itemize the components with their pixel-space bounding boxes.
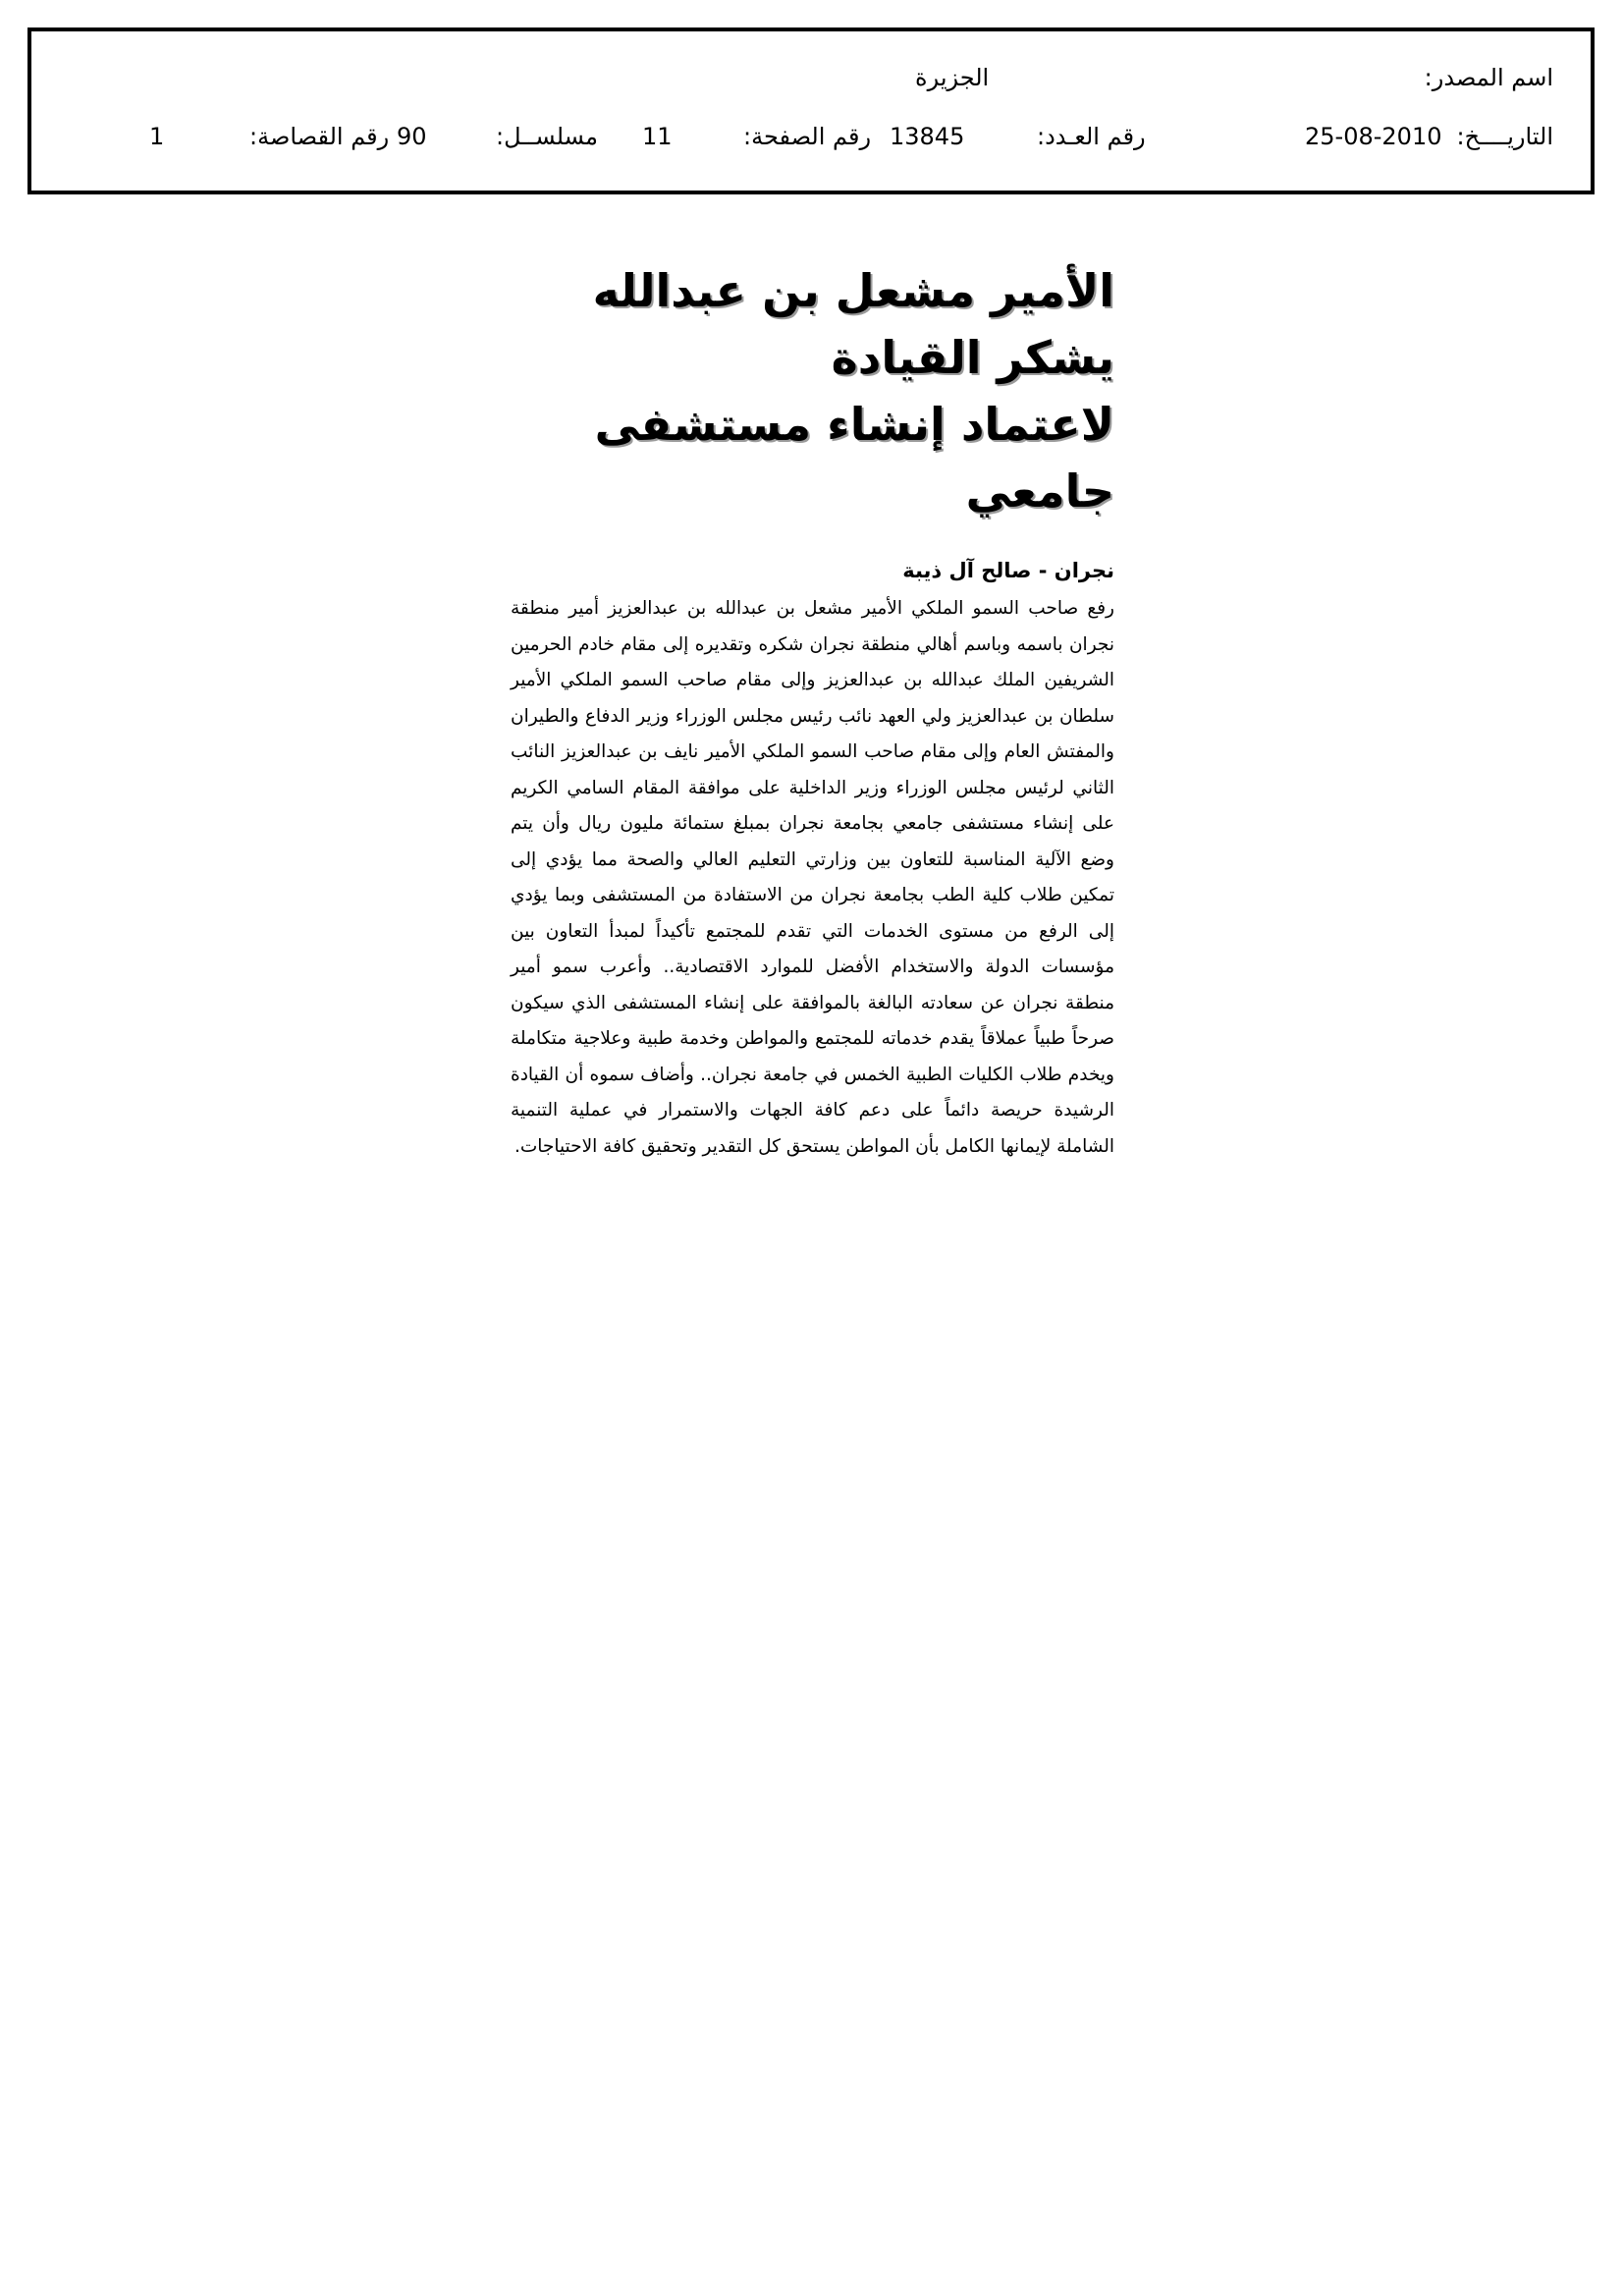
serial-label: مسلســل:	[496, 123, 598, 150]
article-byline: نجران - صالح آل ذيبة	[902, 559, 1114, 582]
issue-value: 13845	[890, 123, 965, 150]
date-value: 25-08-2010	[1305, 123, 1442, 150]
article-body: رفع صاحب السمو الملكي الأمير مشعل بن عبدالله بن عبدالعزيز أمير منطقة نجران باسمه وباسم أهالي منطقة نجران شكره وتقديره إلى مقام خادم الحرمين الشريفين الملك عبدالله بن عبدالعزيز وإلى مقام صاحب السمو الملكي الأمير سلطان بن عبدالعزيز ولي العهد نائب رئيس مجلس الوزراء وزير الدفاع والطيران والمفتش العام وإلى مقام صاحب السمو الملكي الأمير نايف بن عبدالعزيز النائب الثاني لرئيس مجلس الوزراء وزير الداخلية على موافقة المقام السامي الكريم على إنشاء مستشفى جامعي بجامعة نجران بمبلغ ستمائة مليون ريال وأن يتم وضع الآلية المناسبة للتعاون بين وزارتي التعليم العالي والصحة مما يؤدي إلى تمكين طلاب كلية الطب بجامعة نجران من الاستفادة من المستشفى وبما يؤدي إلى الرفع من مستوى الخدمات التي تقدم للمجتمع تأكيداً لمبدأ التعاون بين مؤسسات الدولة والاستخدام الأفضل للموارد الاقتصادية.. وأعرب سمو أمير منطقة نجران عن سعادته البالغة بالموافقة على إنشاء المستشفى الذي سيكون صرحاً طبياً عملاقاً يقدم خدماته للمجتمع والمواطن وخدمة طبية وعلاجية متكاملة ويخدم طلاب الكليات الطبية الخمس في جامعة نجران.. وأضاف سموه أن القيادة الرشيدة حريصة دائماً على دعم كافة الجهات والاستمرار في عملية التنمية الشاملة لإيمانها الكامل بأن المواطن يستحق كل التقدير وتحقيق كافة الاحتياجات.	[511, 598, 1114, 1157]
clip-value: 1	[149, 123, 165, 150]
source-value: الجزيرة	[915, 64, 990, 91]
headline-line-2: لاعتماد إنشاء مستشفى جامعي	[594, 398, 1114, 518]
serial-value: 90	[397, 123, 427, 150]
date-label: التاريــــخ:	[1456, 123, 1553, 150]
headline-line-1: الأمير مشعل بن عبدالله يشكر القيادة	[592, 264, 1114, 384]
article	[511, 257, 1114, 1165]
article-headline	[511, 257, 1114, 524]
source-label: اسم المصدر:	[1424, 64, 1553, 91]
issue-label: رقم العـدد:	[1037, 123, 1146, 150]
clipping-header	[27, 27, 1595, 194]
page-label: رقم الصفحة:	[743, 123, 872, 150]
clip-label: رقم القصاصة:	[249, 123, 390, 150]
page-value: 11	[642, 123, 673, 150]
